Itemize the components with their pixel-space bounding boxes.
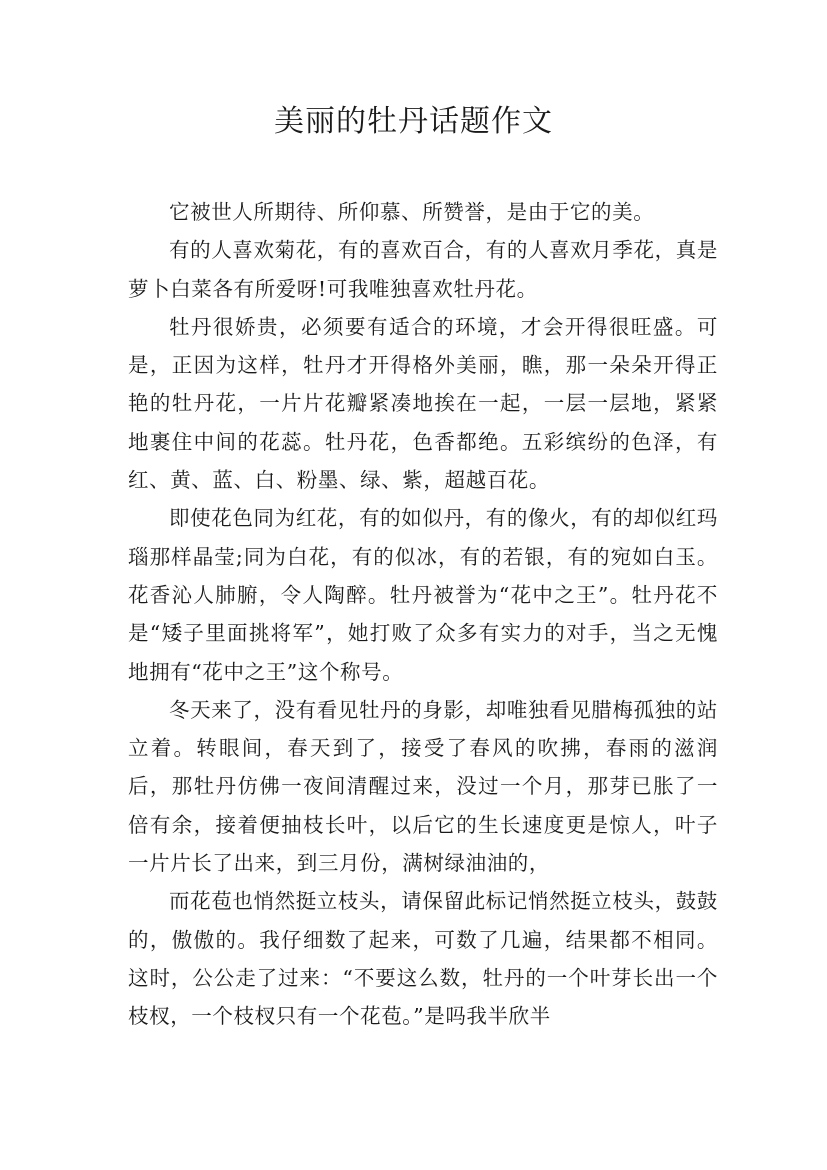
document-body <box>128 193 718 1036</box>
paragraph: 而花苞也悄然挺立枝头，请保留此标记悄然挺立枝头，鼓鼓的，傲傲的。我仔细数了起来，可数了几遍，结果都不相同。这时，公公走了过来：“不要这么数，牡丹的一个叶芽长出一个枝杈，一个枝杈只有一个花苞。”是吗我半欣半 <box>128 889 718 1029</box>
paragraph: 冬天来了，没有看见牡丹的身影，却唯独看见腊梅孤独的站立着。转眼间，春天到了，接受了春风的吹拂，春雨的滋润后，那牡丹仿佛一夜间清醒过来，没过一个月，那芽已胀了一倍有余，接着便抽枝长叶，以后它的生长速度更是惊人，叶子一片片长了出来，到三月份，满树绿油油的， <box>128 697 718 876</box>
paragraph: 牡丹很娇贵，必须要有适合的环境，才会开得很旺盛。可是，正因为这样，牡丹才开得格外美丽，瞧，那一朵朵开得正艳的牡丹花，一片片花瓣紧凑地挨在一起，一层一层地，紧紧地裹住中间的花蕊。牡丹花，色香都绝。五彩缤纷的色泽，有红、黄、蓝、白、粉墨、绿、紫，超越百花。 <box>128 314 718 493</box>
paragraph: 即使花色同为红花，有的如似丹，有的像火，有的却似红玛瑙那样晶莹;同为白花，有的似冰，有的若银，有的宛如白玉。花香沁人肺腑，令人陶醉。牡丹被誉为“花中之王”。牡丹花不是“矮子里面挑将军”，她打败了众多有实力的对手，当之无愧地拥有“花中之王”这个称号。 <box>128 506 718 684</box>
paragraph: 它被世人所期待、所仰慕、所赞誉，是由于它的美。 <box>169 200 655 224</box>
document-title: 美丽的牡丹话题作文 <box>274 104 553 139</box>
paragraph: 有的人喜欢菊花，有的喜欢百合，有的人喜欢月季花，真是萝卜白菜各有所爱呀!可我唯独喜欢牡丹花。 <box>128 238 718 301</box>
